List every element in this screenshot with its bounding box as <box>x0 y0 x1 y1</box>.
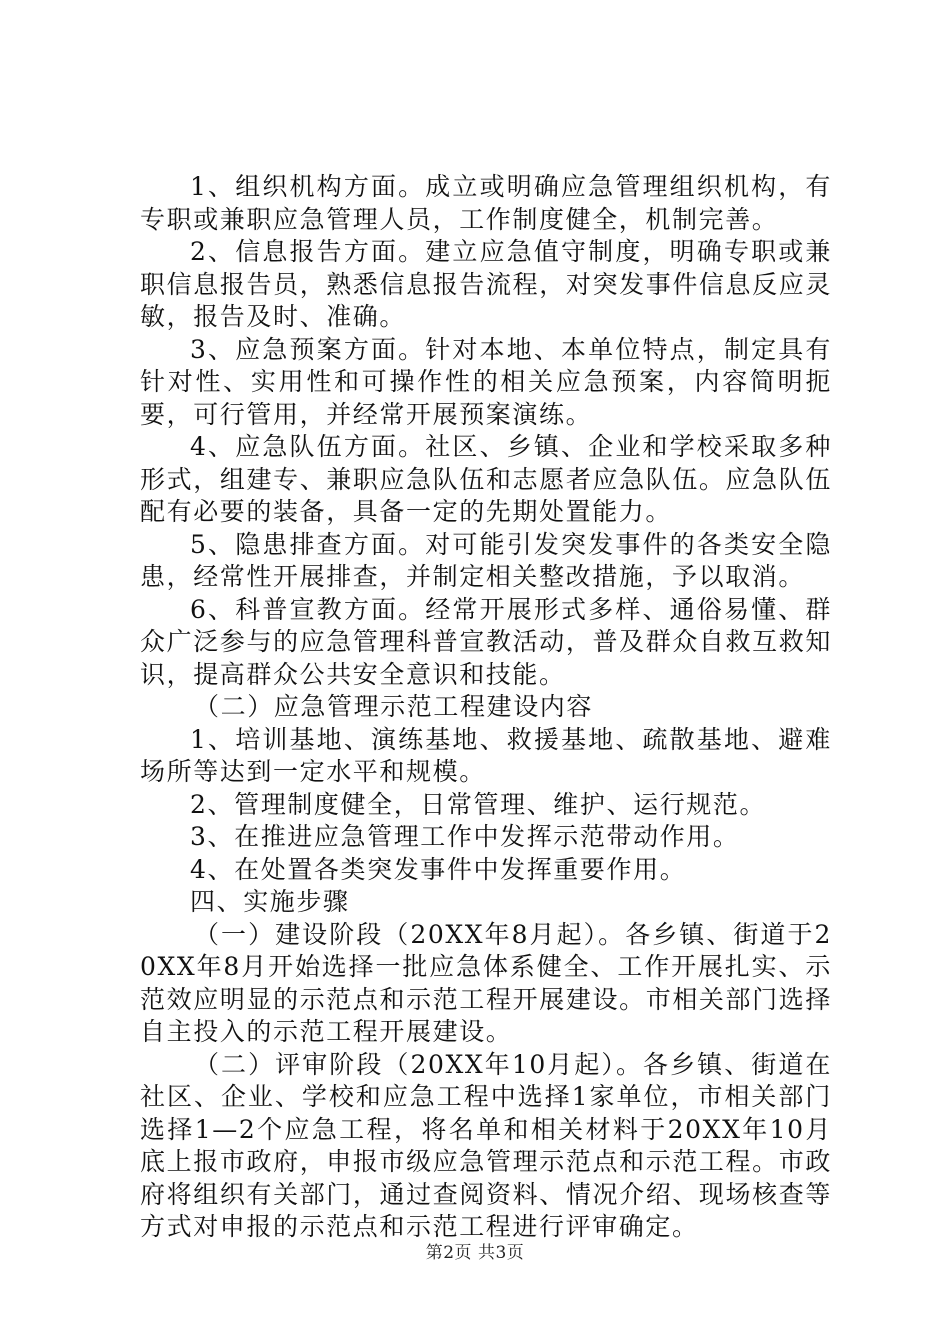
paragraph-management: 2、管理制度健全，日常管理、维护、运行规范。 <box>190 789 767 819</box>
paragraph-info-report: 2、信息报告方面。建立应急值守制度，明确专职或兼职信息报告员，熟悉信息报告流程，对突发事件信息反应灵敏，报告及时、准确。 <box>140 237 832 331</box>
paragraph-education: 6、科普宣教方面。经常开展形式多样、通俗易懂、群众广泛参与的应急管理科普宣教活动，普及群众自救互救知识，提高群众公共安全意识和技能。 <box>140 594 832 689</box>
section-heading-steps: 四、实施步骤 <box>190 887 350 916</box>
paragraph-bases: 1、培训基地、演练基地、救援基地、疏散基地、避难场所等达到一定水平和规模。 <box>140 724 832 786</box>
paragraph-demo-role: 3、在推进应急管理工作中发挥示范带动作用。 <box>190 822 740 851</box>
page-number-footer: 第2页 共3页 <box>425 1243 525 1263</box>
paragraph-org-structure: 1、组织机构方面。成立或明确应急管理组织机构，有专职或兼职应急管理人员，工作制度健全，机制完善。 <box>140 172 832 234</box>
paragraph-emergency-team: 4、应急队伍方面。社区、乡镇、企业和学校采取多种形式，组建专、兼职应急队伍和志愿者应急队伍。应急队伍配有必要的装备，具备一定的先期处置能力。 <box>140 432 832 526</box>
paragraph-hazard-check: 5、隐患排查方面。对可能引发突发事件的各类安全隐患，经常性开展排查，并制定相关整改措施，予以取消。 <box>140 529 832 591</box>
document-body <box>140 171 832 1244</box>
paragraph-emergency-plan: 3、应急预案方面。针对本地、本单位特点，制定具有针对性、实用性和可操作性的相关应急预案，内容简明扼要，可行管用，并经常开展预案演练。 <box>140 334 832 429</box>
paragraph-incident-role: 4、在处置各类突发事件中发挥重要作用。 <box>190 854 687 884</box>
paragraph-review-phase: （二）评审阶段（20XX年10月起）。各乡镇、街道在社区、企业、学校和应急工程中选择1家单位，市相关部门选择1—2个应急工程，将名单和相关材料于20XX年10月底上报市政府，申报市级应急管理示范点和示范工程。市政府将组织有关部门，通过查阅资料、情况介绍、现场核查等方式对申报的示范点和示范工程进行评审确定。 <box>140 1049 832 1241</box>
paragraph-construction-phase: （一）建设阶段（20XX年8月起）。各乡镇、街道于20XX年8月开始选择一批应急体系健全、工作开展扎实、示范效应明显的示范点和示范工程开展建设。市相关部门选择自主投入的示范工程开展建设。 <box>140 919 832 1046</box>
section-heading-demo-project: （二）应急管理示范工程建设内容 <box>194 692 594 721</box>
